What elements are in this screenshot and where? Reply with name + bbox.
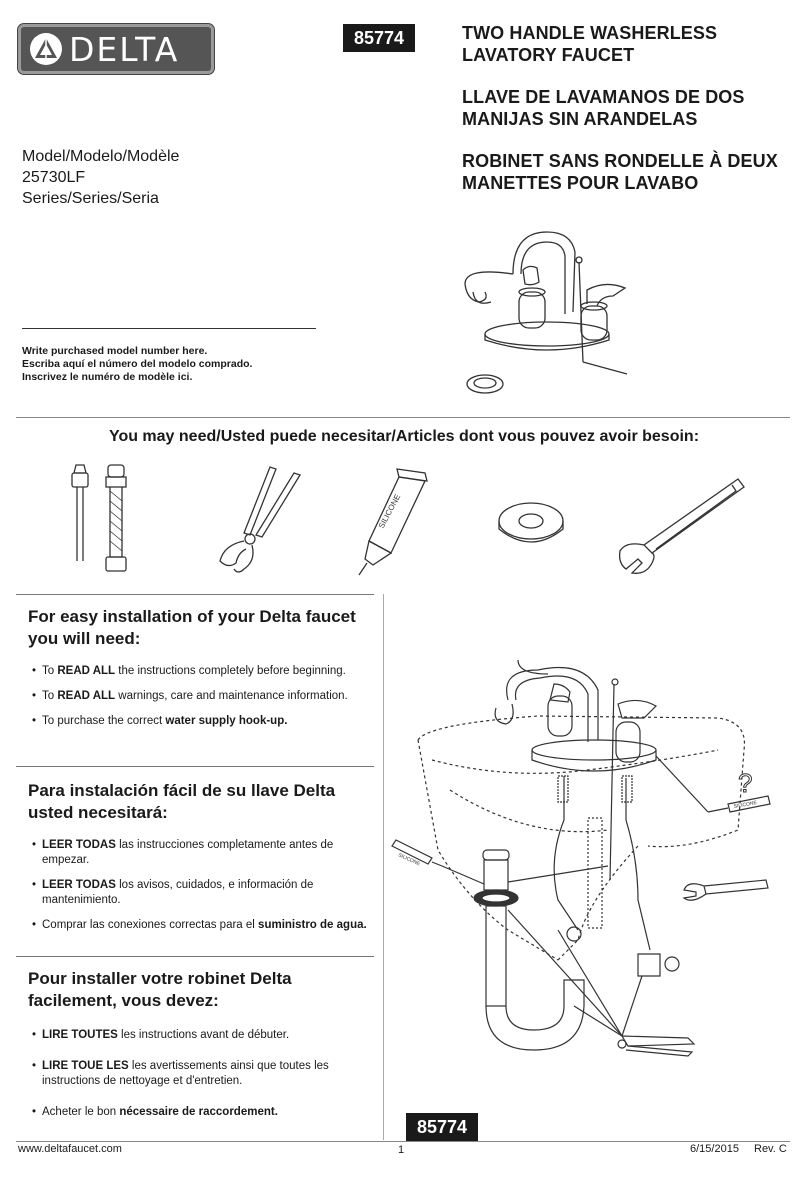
section-es-title: Para instalación fácil de su llave Delta usted necesitará:	[28, 781, 336, 822]
model-series: Series/Series/Seria	[22, 190, 159, 207]
footer-revision: Rev. C	[754, 1143, 787, 1155]
footer-rule	[16, 1141, 790, 1142]
delta-triangle-icon	[29, 32, 63, 66]
tools-row	[0, 455, 808, 585]
bullet-item: • LIRE TOUTES les instructions avant de débuter.	[32, 1028, 374, 1043]
bullet-item: • To purchase the correct water supply hook-up.	[32, 714, 374, 729]
pliers-icon	[210, 465, 310, 577]
write-note-fr: Inscrivez le numéro de modèle ici.	[22, 371, 193, 383]
bullet-item: • To READ ALL the instructions completely before beginning.	[32, 664, 374, 679]
section-divider	[16, 417, 790, 418]
bullet-item: • LIRE TOUE LES les avertissements ainsi que toutes les instructions de nettoyage et d'entretien.	[32, 1059, 374, 1089]
you-may-need-heading: You may need/Usted puede necesitar/Articles dont vous pouvez avoir besoin:	[108, 428, 700, 445]
section-fr	[16, 968, 374, 1130]
adjustable-wrench-icon	[612, 471, 748, 575]
model-write-line	[22, 328, 316, 329]
section-es	[16, 780, 374, 943]
bullet-item: • Comprar las conexiones correctas para el suministro de agua.	[32, 918, 374, 933]
silicone-tube-icon	[355, 459, 445, 577]
bullet-item: • LEER TODAS las instrucciones completamente antes de empezar.	[32, 838, 374, 868]
silicone-tube-label: SILICONE	[376, 492, 403, 530]
part-number-badge-bottom: 85774	[406, 1113, 478, 1141]
question-mark-icon: ?	[738, 768, 753, 798]
section-rule	[16, 766, 374, 767]
bullet-item: • LEER TODAS los avisos, cuidados, e información de mantenimiento.	[32, 878, 374, 908]
write-note-en: Write purchased model number here.	[22, 345, 208, 357]
title-fr: ROBINET SANS RONDELLE À DEUX MANETTES POUR LAVABO	[462, 151, 778, 193]
section-rule	[16, 956, 374, 957]
footer-page-number: 1	[398, 1144, 405, 1156]
part-number-badge: 85774	[343, 24, 415, 52]
model-number: 25730LF	[22, 169, 86, 186]
bullet-item: • To READ ALL warnings, care and maintenance information.	[32, 689, 374, 704]
section-rule-top	[16, 594, 374, 595]
model-info	[22, 146, 179, 209]
footer-url[interactable]: www.deltafaucet.com	[18, 1143, 122, 1155]
bullet-item: • Acheter le bon nécessaire de raccordement.	[32, 1105, 374, 1120]
brand-name: DELTA	[69, 29, 180, 69]
footer-date: 6/15/2015	[690, 1143, 739, 1155]
vertical-divider	[383, 594, 384, 1140]
section-en	[16, 606, 374, 739]
section-fr-title: Pour installer votre robinet Delta facilement, vous devez:	[28, 969, 292, 1010]
write-note-es: Escriba aquí el número del modelo comprado.	[22, 358, 253, 370]
diagram-silicone-label-right: SILICONE	[733, 800, 758, 810]
section-en-bullets	[32, 664, 374, 729]
delta-logo	[18, 24, 214, 74]
title-block	[462, 22, 802, 214]
supply-lines-icon	[62, 461, 132, 579]
section-es-bullets	[32, 838, 374, 933]
title-es: LLAVE DE LAVAMANOS DE DOS MANIJAS SIN ARANDELAS	[462, 87, 745, 129]
installation-diagram	[388, 600, 788, 1110]
model-label: Model/Modelo/Modèle	[22, 148, 180, 165]
write-note	[22, 345, 252, 384]
section-en-title: For easy installation of your Delta faucet you will need:	[28, 607, 356, 648]
faucet-illustration	[455, 222, 635, 402]
diagram-silicone-label-left: SILICONE	[397, 852, 421, 868]
section-fr-bullets	[32, 1028, 374, 1120]
plumbers-tape-icon	[495, 499, 567, 549]
title-en: TWO HANDLE WASHERLESS LAVATORY FAUCET	[462, 23, 718, 65]
